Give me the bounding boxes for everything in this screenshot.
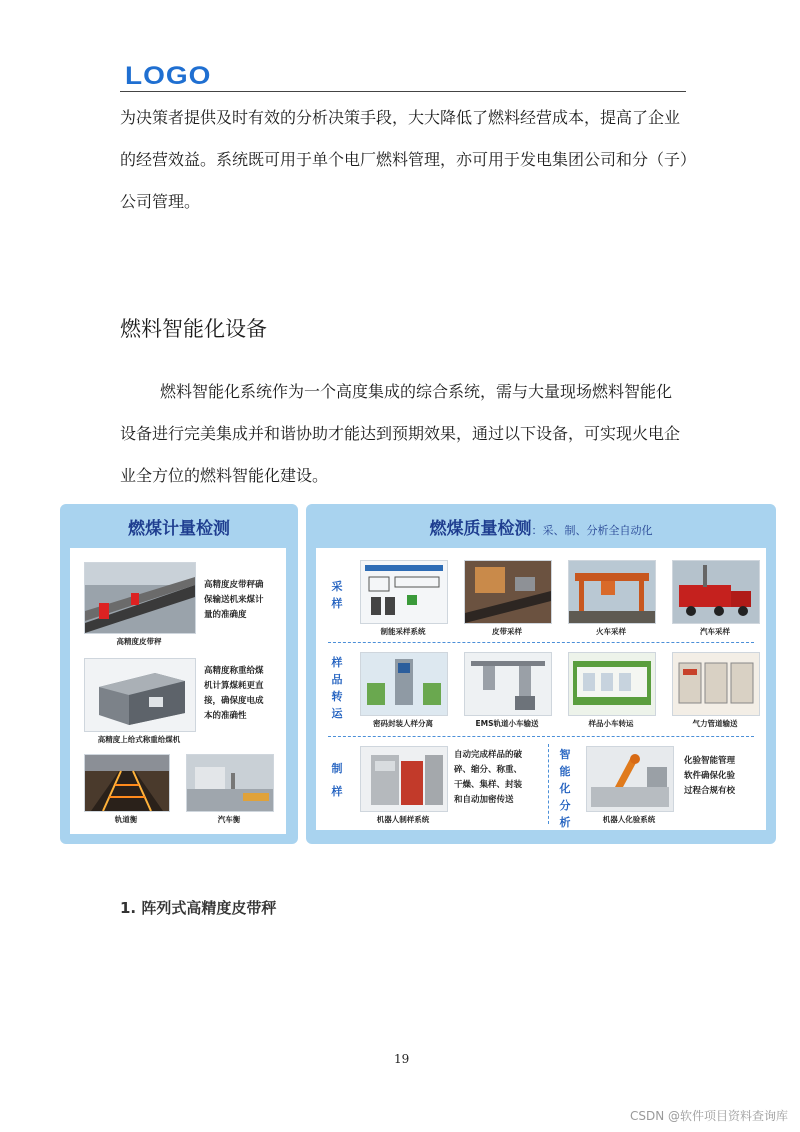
desc-line: 碎、缩分、称重、 [454,765,523,775]
feeder-caption: 高精度上给式称重给煤机 [97,735,181,744]
section-heading: 燃料智能化设备 [120,317,267,341]
feeder-photo [84,658,196,732]
desc-line: 化验智能管理 [684,756,736,766]
label-char: 析 [559,816,571,829]
row-divider [328,642,754,643]
belt-scale-desc [204,578,264,623]
robot-lab-photo [586,746,674,812]
belt-scale-photo [84,562,196,634]
page-number: 19 [394,1052,410,1066]
subsection-heading: 1. 阵列式高精度皮带秤 [120,899,277,917]
rail-scale-photo [84,754,170,812]
desc-line: 接，确保度电成 [204,696,264,706]
desc-line: 高精度称重给煤 [204,666,264,676]
label-char: 样 [331,656,343,669]
label-char: 样 [331,597,343,610]
section-line: 设备进行完美集成并和谐协助才能达到预期效果，通过以下设备，可实现火电企 [120,424,681,443]
robot-prep-caption: 机器人制样系统 [376,815,430,824]
label-char: 品 [331,673,343,686]
sample-cart-photo [568,652,656,716]
sample-cart-caption: 样品小车转运 [588,719,634,728]
desc-line: 和自动加密传送 [454,795,514,805]
belt-sampling-caption: 皮带采样 [492,627,522,636]
truck-sampling-photo [672,560,760,624]
desc-line: 量的准确度 [204,610,247,620]
sampling-system-caption: 制能采样系统 [380,627,426,636]
label-char: 样 [331,785,343,798]
train-sampling-photo [568,560,656,624]
desc-line: 干燥、集样、封装 [454,780,523,790]
belt-scale-caption: 高精度皮带秤 [116,637,162,646]
sampling-system-photo [360,560,448,624]
metering-panel-body [70,548,286,834]
truck-sampling-caption: 汽车采样 [700,627,730,636]
section-line: 业全方位的燃料智能化建设。 [120,466,329,485]
label-char: 制 [331,762,343,775]
pneumatic-photo [672,652,760,716]
ems-photo [464,652,552,716]
row-label-analysis [558,746,572,831]
label-char: 化 [559,782,571,795]
desc-line: 本的准确性 [204,711,247,721]
row-divider [328,736,754,737]
sealing-caption: 密码封装人样分离 [373,719,433,728]
desc-line: 软件确保化验 [684,771,736,781]
section-paragraph [120,371,690,497]
intro-paragraph [120,97,697,223]
feeder-desc [204,664,264,724]
desc-line: 保输送机来煤计 [204,595,264,605]
sealing-photo [360,652,448,716]
truck-scale-photo [186,754,274,812]
robot-prep-photo [360,746,448,812]
label-char: 智 [559,748,571,761]
intro-line: 的经营效益。系统既可用于单个电厂燃料管理，亦可用于发电集团公司和分（子） [120,150,697,169]
row-label-preparation [330,760,344,800]
label-char: 分 [559,799,571,812]
desc-line: 机计算煤耗更直 [204,681,264,691]
robot-prep-desc [454,748,522,808]
pneumatic-caption: 气力管道输送 [692,719,738,728]
desc-line: 过程合规有校 [684,786,736,796]
label-char: 采 [331,580,343,593]
belt-sampling-photo [464,560,552,624]
equipment-figure [60,504,776,844]
header-rule [120,91,686,92]
row-label-sampling [330,578,344,612]
quality-subtitle: ：采、制、分析全自动化 [531,524,653,537]
train-sampling-caption: 火车采样 [596,627,626,636]
desc-line: 高精度皮带秤确 [204,580,264,590]
quality-panel-body [316,548,766,830]
column-divider [548,744,549,824]
label-char: 转 [331,690,343,703]
quality-title: 燃煤质量检测 [429,519,532,539]
robot-lab-desc [684,754,735,799]
metering-panel-title: 燃煤计量检测 [128,519,230,539]
metering-panel [60,504,298,844]
section-line: 燃料智能化系统作为一个高度集成的综合系统，需与大量现场燃料智能化 [160,382,673,401]
ems-caption: EMS轨道小车输送 [475,719,539,728]
row-label-transfer [330,654,344,722]
quality-panel [306,504,776,844]
quality-panel-title [306,514,776,539]
truck-scale-caption: 汽车衡 [217,815,241,824]
intro-line: 公司管理。 [120,192,201,211]
intro-line: 为决策者提供及时有效的分析决策手段，大大降低了燃料经营成本，提高了企业 [120,108,681,127]
label-char: 运 [331,707,343,720]
logo: LOGO [125,61,212,90]
rail-scale-caption: 轨道衡 [114,815,138,824]
watermark: CSDN @软件项目资料查询库 [629,1109,788,1123]
desc-line: 自动完成样品的破 [454,750,523,760]
robot-lab-caption: 机器人化验系统 [602,815,656,824]
label-char: 能 [559,765,571,778]
